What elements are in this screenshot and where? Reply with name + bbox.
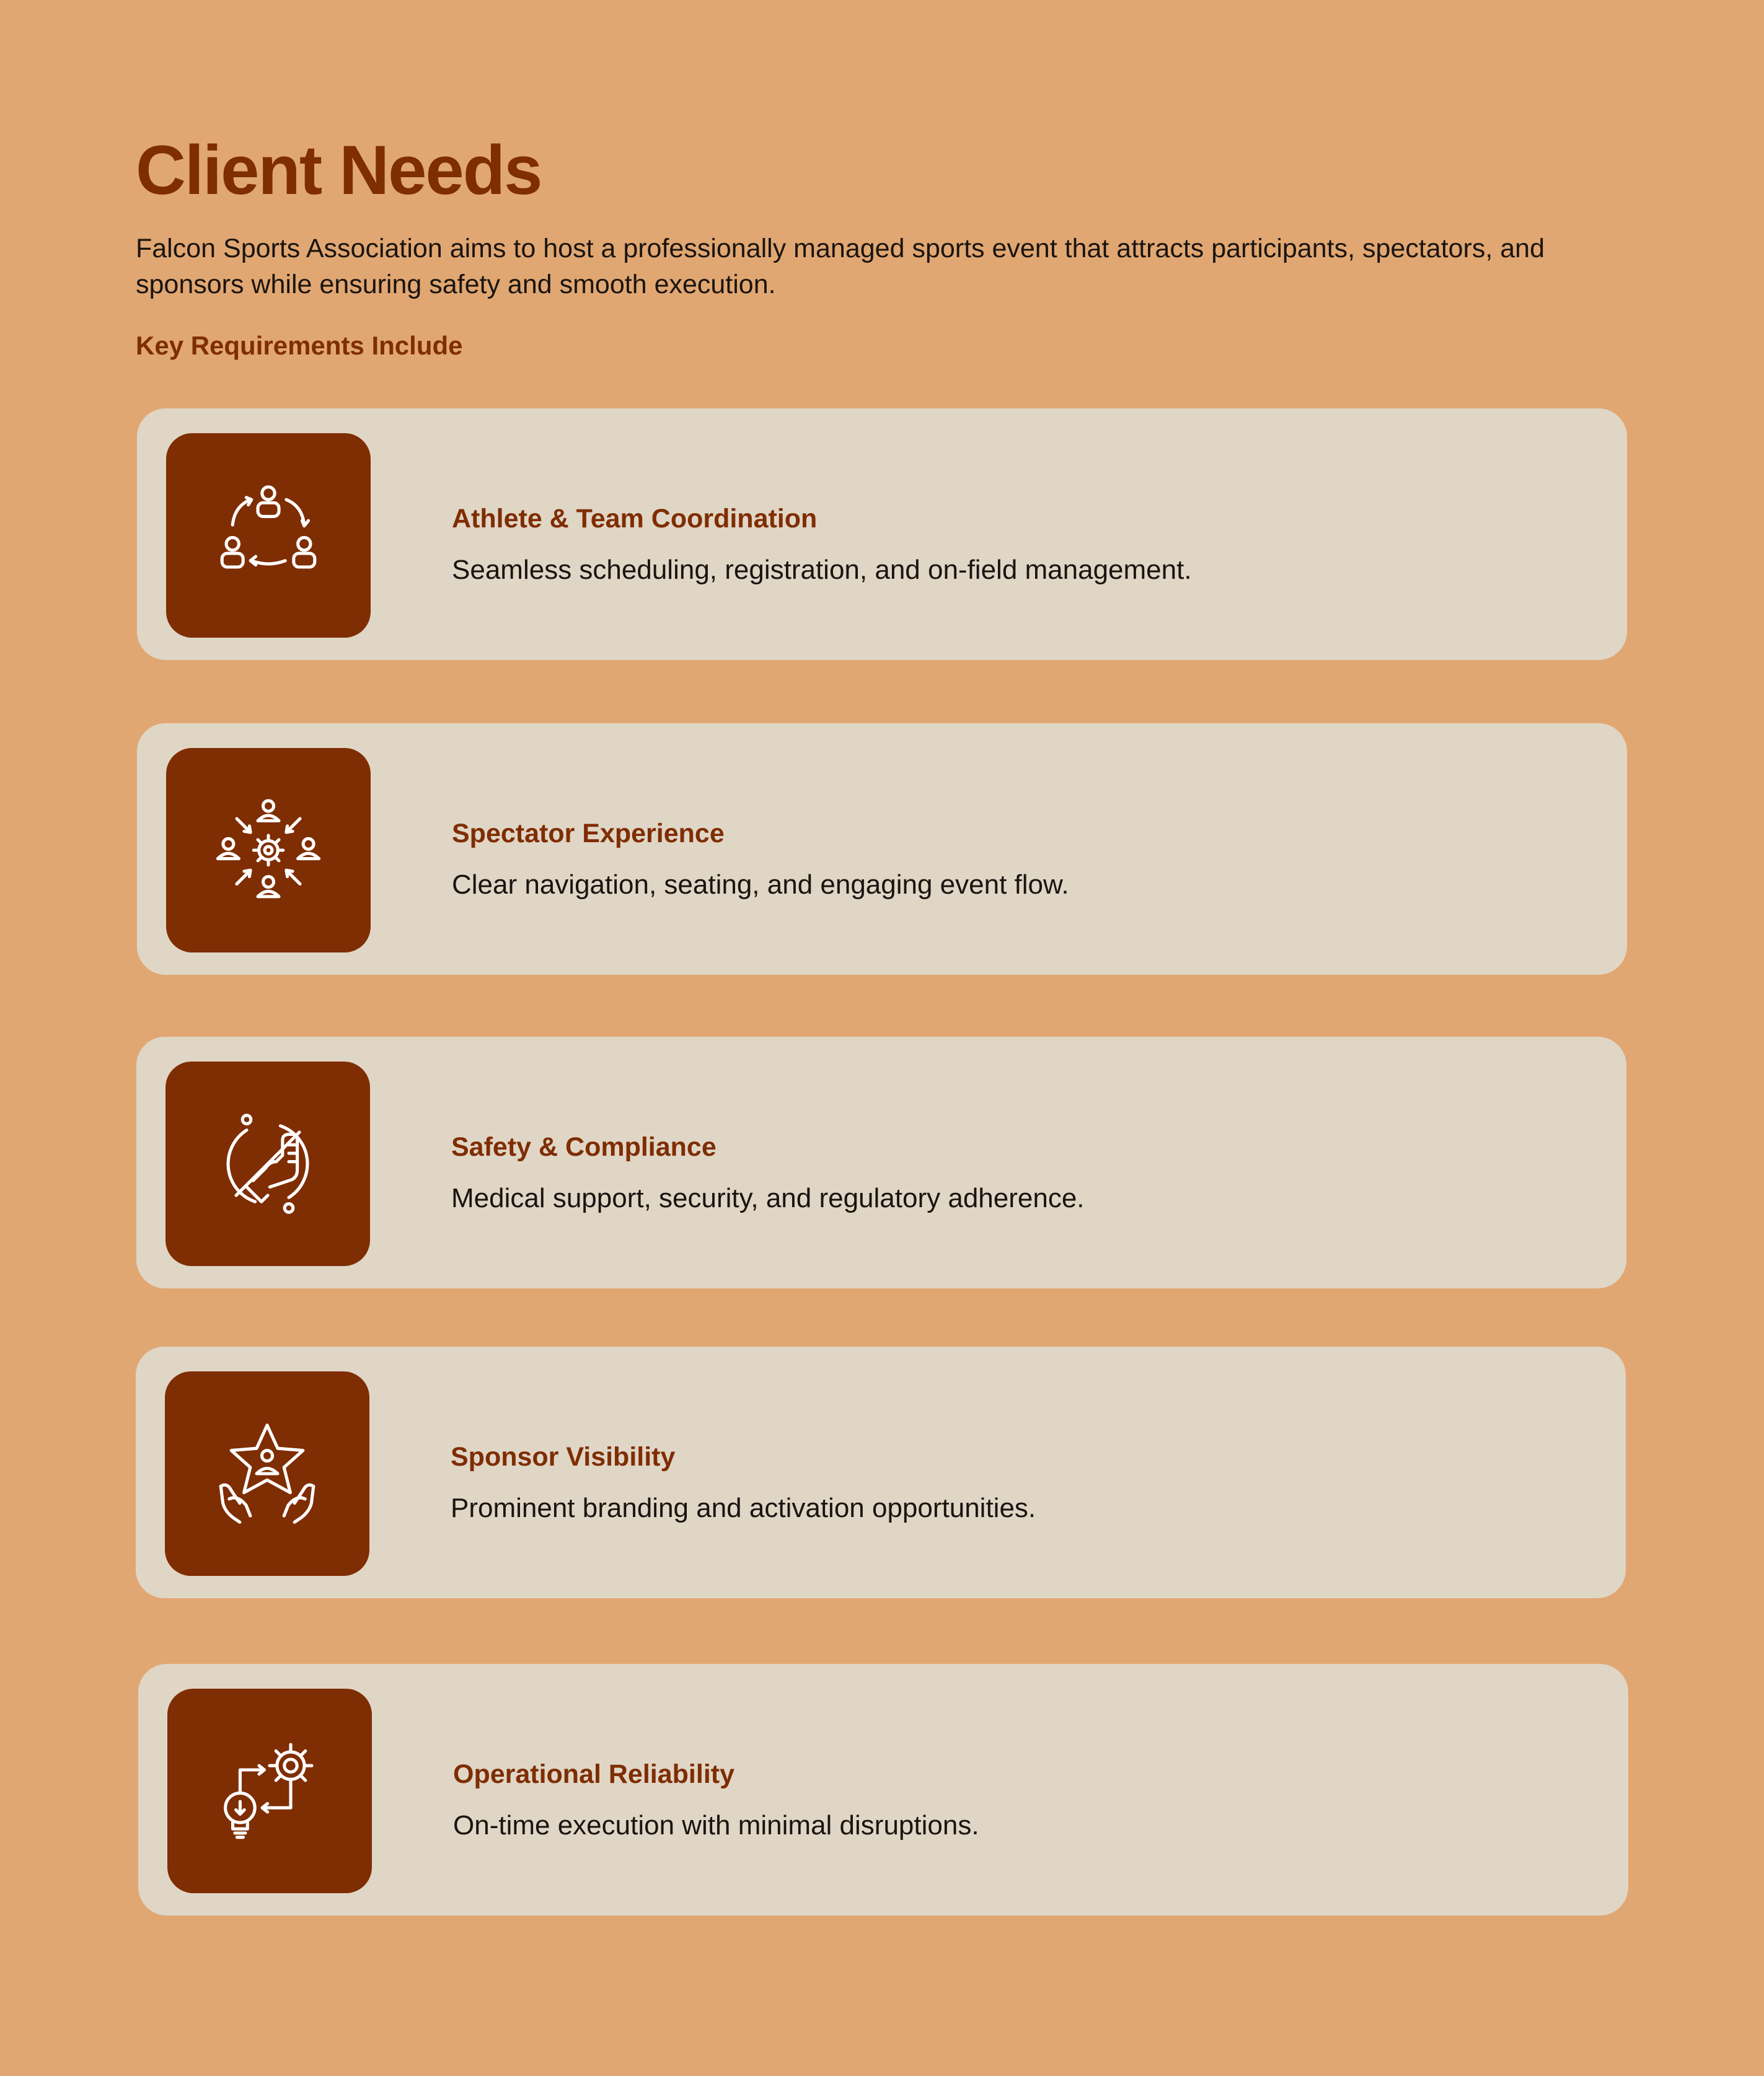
icon-tile: [165, 1062, 370, 1266]
requirement-description: Seamless scheduling, registration, and on-field management.: [452, 555, 1192, 585]
handshake-compliance-icon: [215, 1111, 320, 1216]
audience-gear-icon: [216, 798, 321, 903]
page-title: Client Needs: [136, 131, 542, 209]
star-hands-icon: [214, 1421, 320, 1526]
requirement-card-safety-compliance: [136, 1037, 1626, 1288]
icon-tile: [166, 748, 371, 952]
requirement-title: Athlete & Team Coordination: [452, 504, 818, 534]
requirement-title: Spectator Experience: [452, 819, 725, 848]
intro-paragraph: Falcon Sports Association aims to host a professionally managed sports event that attracts participants, spectators, and sponsors while ensuring safety and smooth execution.: [136, 234, 1545, 299]
requirement-title: Sponsor Visibility: [451, 1442, 676, 1472]
requirement-card-sponsor-visibility: [136, 1347, 1626, 1598]
requirements-subheading: Key Requirements Include: [136, 331, 463, 360]
icon-tile: [167, 1689, 372, 1893]
requirement-description: Clear navigation, seating, and engaging event flow.: [452, 869, 1069, 900]
requirement-card-operational-reliability: [138, 1664, 1628, 1915]
team-cycle-icon: [216, 483, 321, 588]
idea-gear-icon: [217, 1738, 322, 1844]
requirement-card-spectator-experience: [137, 723, 1627, 975]
icon-tile: [166, 433, 371, 638]
requirement-description: Prominent branding and activation opportunities.: [451, 1493, 1036, 1523]
requirement-title: Safety & Compliance: [451, 1132, 717, 1162]
icon-tile: [165, 1371, 369, 1576]
requirement-card-athlete-coordination: [137, 408, 1627, 660]
requirement-description: Medical support, security, and regulatory adherence.: [451, 1183, 1085, 1213]
requirement-description: On-time execution with minimal disruptions.: [453, 1810, 979, 1841]
requirement-title: Operational Reliability: [453, 1759, 734, 1789]
